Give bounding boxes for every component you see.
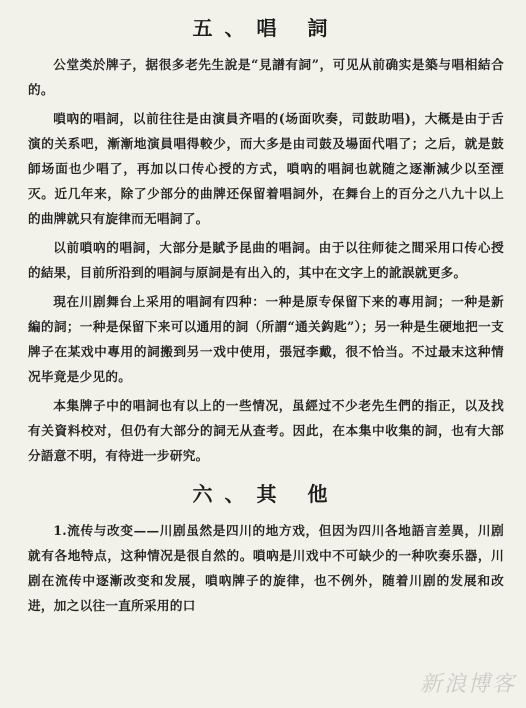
section-five-paragraph-1: 公堂类於牌子，据很多老先生說是“見譜有詞”，可见从前确实是築与唱相結合的。 — [28, 57, 504, 97]
section-six-paragraph-1: 1.流传与改变——川剧虽然是四川的地方戏，但因为四川各地語言差異，川剧就有各地特点，这种情况是很自然的。嗩吶是川戏中不可缺少的一种吹奏乐器，川剧在流传中逐漸改变和发展，嗩吶牌子的旋律，也不例外，随着川剧的发展和改进，加之以往一直所采用的口 — [28, 523, 504, 613]
section-five-title: 五、唱 詞 — [192, 16, 340, 40]
section-five-paragraph-5: 本集牌子中的唱詞也有以上的一些情况，虽經过不少老先生們的指正，以及找有关資料校对，但仍有大部分的詞无从查考。因此，在本集中收集的詞，也有大部分語意不明，有待进一步研究。 — [28, 398, 504, 463]
section-five-paragraph-3: 以前嗩吶的唱詞，大部分是賦予昆曲的唱詞。由于以往师徒之間采用口传心授的結果，目前所沿到的唱詞与原詞是有出入的，其中在文字上的訛誤就更多。 — [28, 240, 504, 280]
section-five-paragraph-2: 嗩吶的唱詞，以前往往是由演員齐唱的(场面吹奏，司鼓助唱)，大概是由于舌演的关系吧，漸漸地演員唱得較少，而大多是由司鼓及場面代唱了；之后，就是鼓師场面也少唱了，再加以口传心授的方式，嗩吶的唱詞也就随之逐漸減少以至湮灭。近几年来，除了少部分的曲牌还保留着唱詞外，在舞台上的百分之八九十以上的曲牌就只有旋律而无唱詞了。 — [28, 111, 504, 226]
watermark-logo: 新浪博客 — [419, 672, 516, 697]
section-five-paragraph-4: 現在川剧舞台上采用的唱詞有四种：一种是原专保留下来的專用詞；一种是新編的詞；一种是保留下来可以通用的詞（所謂“通关鈎匙”）；另一种是生硬地把一支牌子在某戏中專用的詞搬到另一戏中使用，張冠李戴，很不恰当。不过最末这种情况毕竟是少见的。 — [28, 294, 504, 384]
section-six-title: 六、其 他 — [192, 482, 340, 506]
